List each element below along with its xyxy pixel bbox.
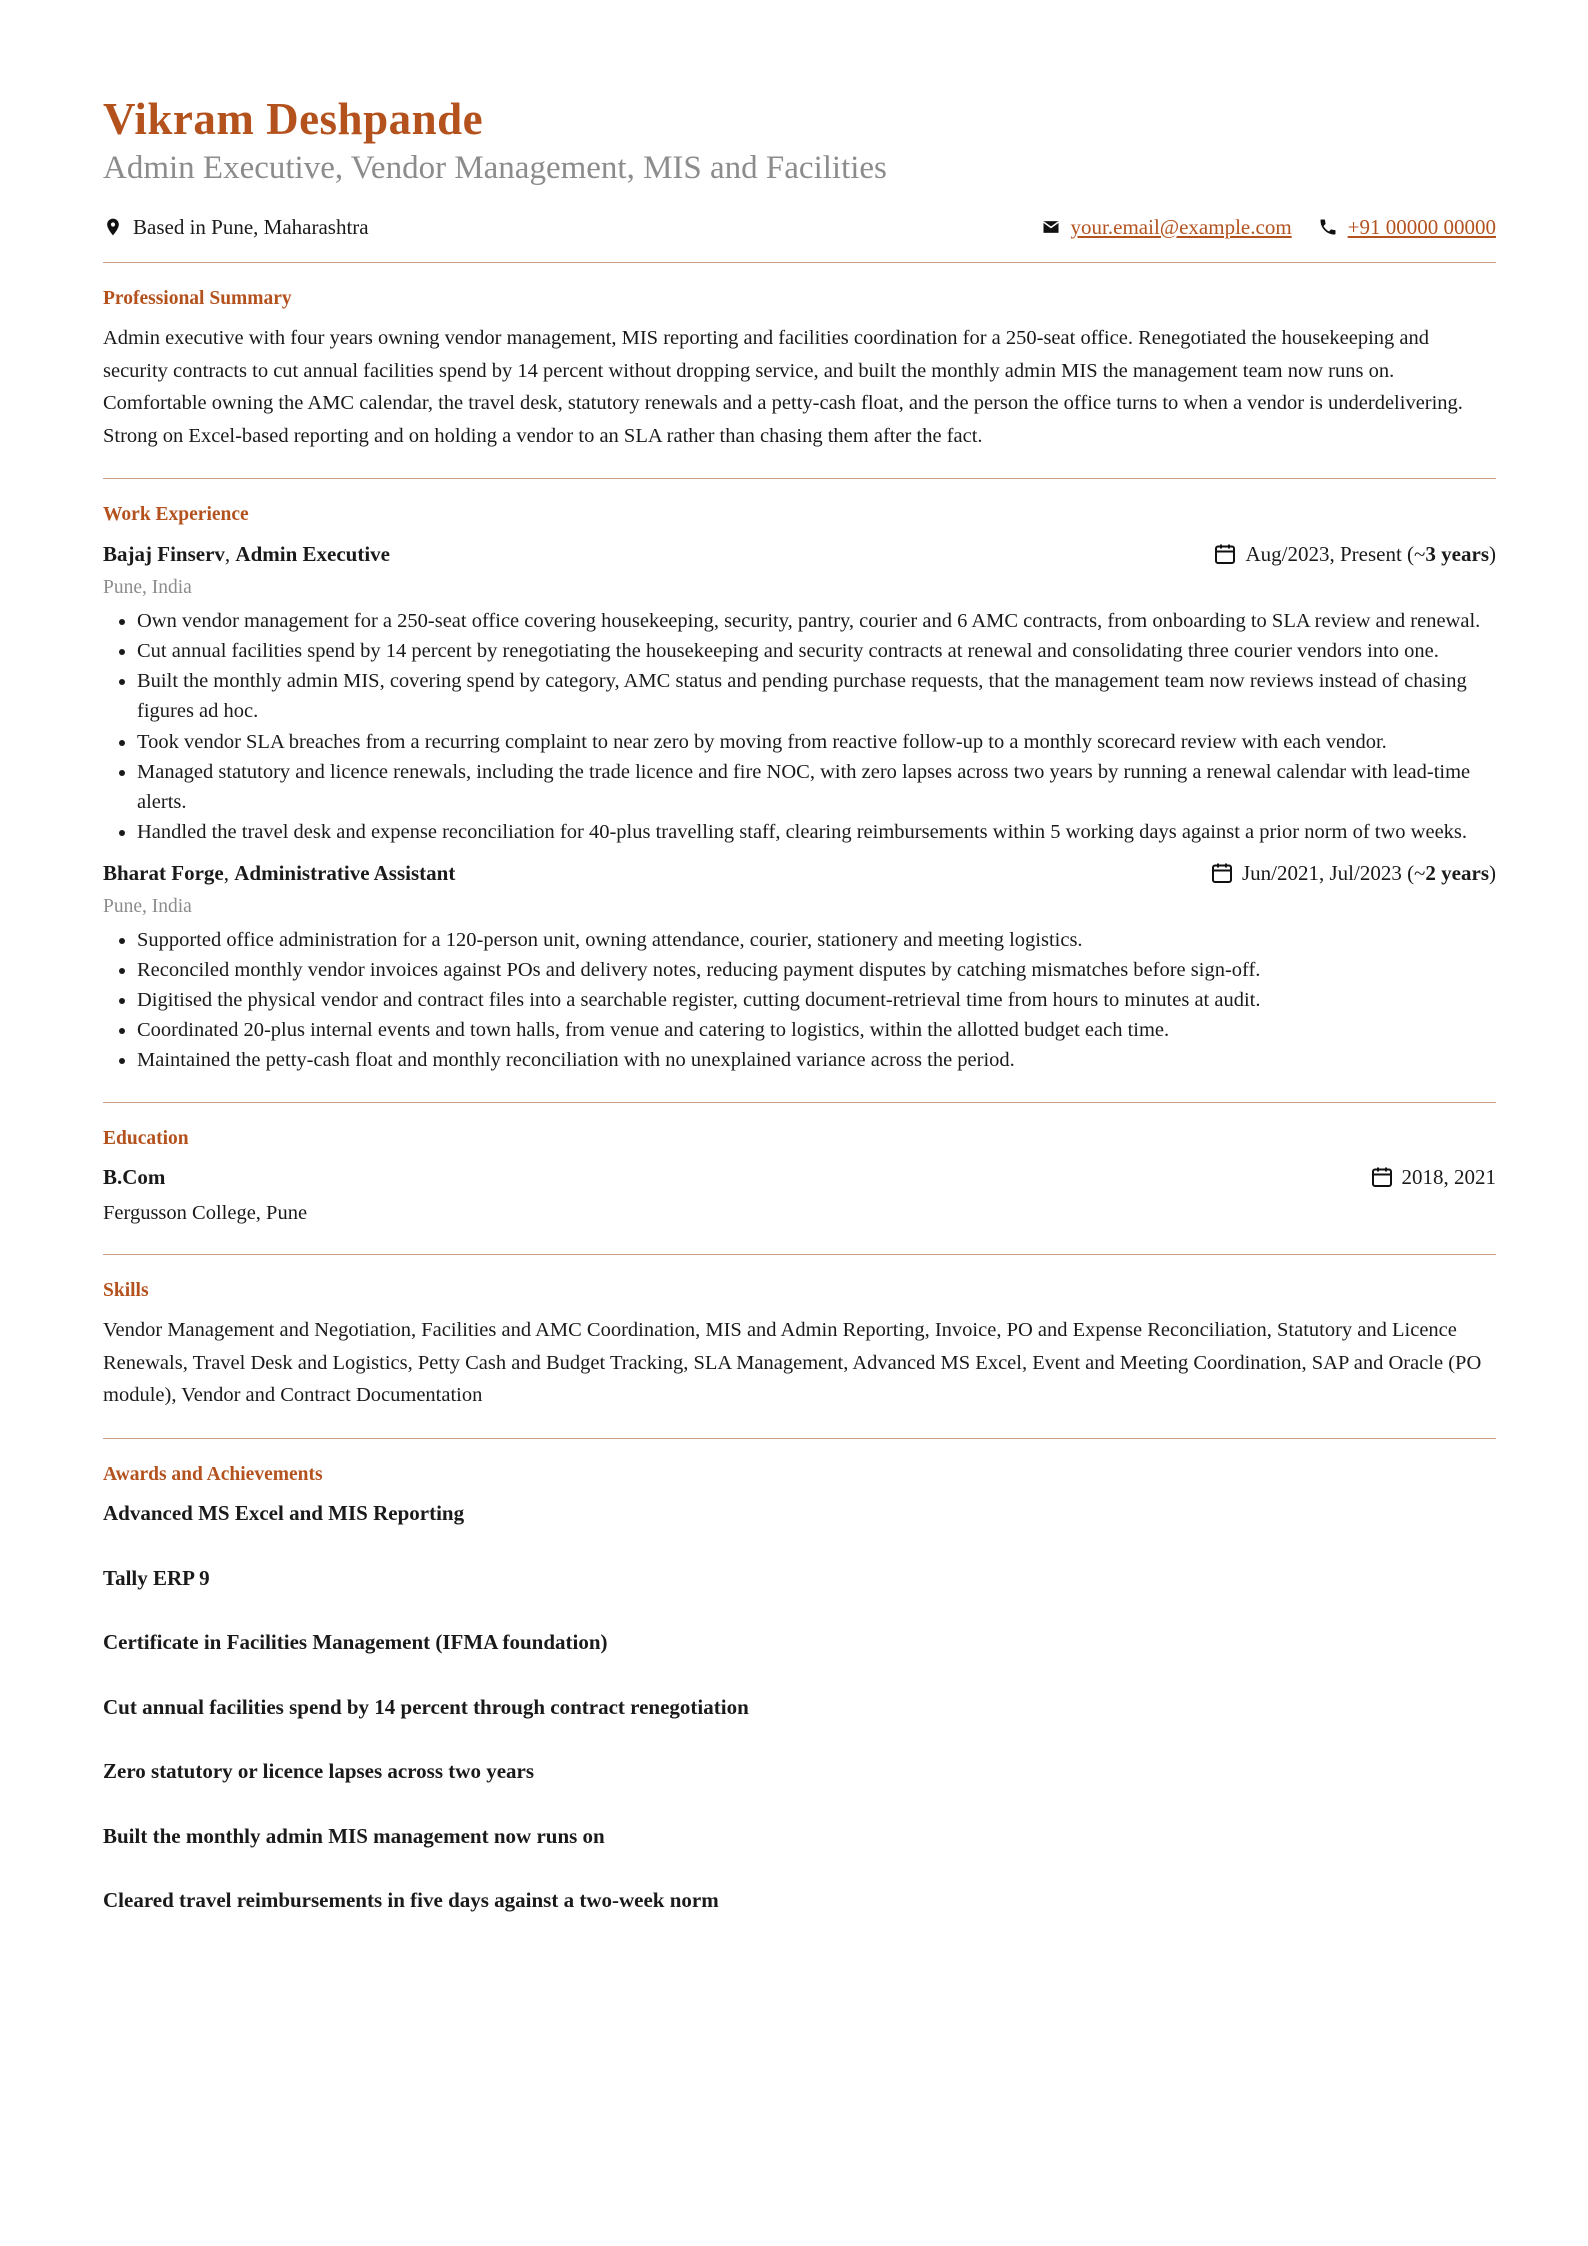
summary-heading: Professional Summary (103, 288, 292, 310)
experience-section (103, 479, 1496, 1101)
list-item: • Handled the travel desk and expense reconciliation for 40-plus travelling staff, clearing reimbursements within 5 working days against a prior norm of two weeks. (137, 817, 1496, 847)
job-location: Pune, India (103, 895, 192, 917)
job-entry (103, 539, 1496, 848)
degree: B.Com (103, 1164, 166, 1189)
job-duration: 2 years (1425, 860, 1489, 885)
contact-links (1015, 215, 1496, 240)
award-item: Certificate in Facilities Management (IFMA foundation) (103, 1630, 608, 1655)
skills-section (103, 1255, 1496, 1438)
skills-text: Vendor Management and Negotiation, Facilities and AMC Coordination, MIS and Admin Reporting, Invoice, PO and Expense Reconciliation, Statutory and Licence Renewals, Travel Desk and Logistics, Petty Cash and Budget Tracking, SLA Management, Advanced MS Excel, Event and Meeting Coordination, SAP and Oracle (PO module), Vendor and Contract Documentation (103, 1319, 1482, 1407)
calendar-icon (1213, 542, 1237, 566)
list-item: • Digitised the physical vendor and contract files into a searchable register, cutting document-retrieval time from hours to minutes at audit. (137, 985, 1496, 1015)
job-role: Administrative Assistant (234, 860, 456, 885)
institution: Fergusson College, Pune (103, 1201, 308, 1224)
list-item: • Own vendor management for a 250-seat office covering housekeeping, security, pantry, courier and 6 AMC contracts, from onboarding to SLA review and renewal. (137, 606, 1496, 636)
location-item (103, 215, 369, 240)
job-bullets (103, 606, 1496, 848)
list-item: • Supported office administration for a 120-person unit, owning attendance, courier, stationery and meeting logistics. (137, 925, 1496, 955)
skills-heading: Skills (103, 1279, 149, 1301)
email-link[interactable]: your.email@example.com (1070, 214, 1292, 239)
award-item: Tally ERP 9 (103, 1565, 210, 1590)
job-title: Bharat Forge, Administrative Assistant (103, 860, 456, 885)
job-header (103, 858, 1496, 888)
job-date-close: ) (1489, 541, 1496, 566)
candidate-name: Vikram Deshpande (103, 94, 484, 144)
contact-row (103, 210, 1496, 244)
job-company: Bharat Forge (103, 860, 224, 885)
award-item: Advanced MS Excel and MIS Reporting (103, 1501, 465, 1526)
calendar-icon (1370, 1165, 1394, 1189)
location-text: Based in Pune, Maharashtra (133, 214, 369, 239)
summary-text: Admin executive with four years owning vendor management, MIS reporting and facilities coordination for a 250-seat office. Renegotiated the housekeeping and security contracts to cut annual facilities spend by 14 percent without dropping service, and built the monthly admin MIS the management team now runs on. Comfortable owning the AMC calendar, the travel desk, statutory renewals and a petty-cash float, and the person the office turns to when a vendor is underdelivering. Strong on Excel-based reporting and on holding a vendor to an SLA rather than chasing them after the fact. (103, 327, 1463, 447)
email-item (1041, 215, 1292, 240)
job-role: Admin Executive (235, 541, 390, 566)
job-title: Bajaj Finserv, Admin Executive (103, 541, 390, 566)
education-date (1370, 1162, 1497, 1192)
calendar-icon (1210, 861, 1234, 885)
education-date-text: 2018, 2021 (1401, 1164, 1496, 1189)
job-location: Pune, India (103, 576, 192, 598)
summary-section (103, 263, 1496, 478)
list-item: • Built the monthly admin MIS, covering spend by category, AMC status and pending purchase requests, that the management team now reviews instead of chasing figures ad hoc. (137, 666, 1496, 726)
job-header (103, 539, 1496, 569)
job-date (1213, 539, 1496, 569)
list-item: • Cut annual facilities spend by 14 percent by renegotiating the housekeeping and security contracts at renewal and consolidating three courier vendors into one. (137, 636, 1496, 666)
resume-page (103, 95, 1496, 1976)
awards-list (103, 1498, 1496, 1950)
candidate-title: Admin Executive, Vendor Management, MIS and Facilities (103, 149, 887, 186)
list-item: • Reconciled monthly vendor invoices against POs and delivery notes, reducing payment disputes by catching mismatches before sign-off. (137, 955, 1496, 985)
job-bullets (103, 925, 1496, 1076)
education-heading: Education (103, 1127, 189, 1149)
award-item: Cleared travel reimbursements in five days against a two-week norm (103, 1888, 719, 1913)
job-date (1210, 858, 1496, 888)
list-item: • Coordinated 20-plus internal events and town halls, from venue and catering to logistics, within the allotted budget each time. (137, 1015, 1496, 1045)
location-pin-icon (103, 217, 123, 237)
phone-item (1318, 215, 1496, 240)
award-item: Cut annual facilities spend by 14 percent through contract renegotiation (103, 1694, 749, 1719)
phone-link[interactable]: +91 00000 00000 (1347, 214, 1496, 239)
award-item: Zero statutory or licence lapses across two years (103, 1759, 535, 1784)
list-item: • Managed statutory and licence renewals, including the trade licence and fire NOC, with zero lapses across two years by running a renewal calendar with lead-time alerts. (137, 757, 1496, 817)
education-section (103, 1103, 1496, 1254)
award-item: Built the monthly admin MIS management now runs on (103, 1823, 605, 1848)
experience-heading: Work Experience (103, 504, 249, 526)
awards-section (103, 1439, 1496, 1976)
job-duration: 3 years (1425, 541, 1489, 566)
job-date-text: Aug/2023, Present (~ (1245, 541, 1426, 566)
education-header (103, 1162, 1496, 1192)
job-date-close: ) (1489, 860, 1496, 885)
list-item: • Maintained the petty-cash float and monthly reconciliation with no unexplained variance across the period. (137, 1045, 1496, 1075)
envelope-icon (1041, 217, 1061, 237)
job-date-text: Jun/2021, Jul/2023 (~ (1241, 860, 1426, 885)
list-item: • Took vendor SLA breaches from a recurring complaint to near zero by moving from reactive follow-up to a monthly scorecard review with each vendor. (137, 727, 1496, 757)
awards-heading: Awards and Achievements (103, 1463, 323, 1485)
job-entry (103, 858, 1496, 1076)
job-company: Bajaj Finserv (103, 541, 225, 566)
phone-icon (1318, 217, 1338, 237)
